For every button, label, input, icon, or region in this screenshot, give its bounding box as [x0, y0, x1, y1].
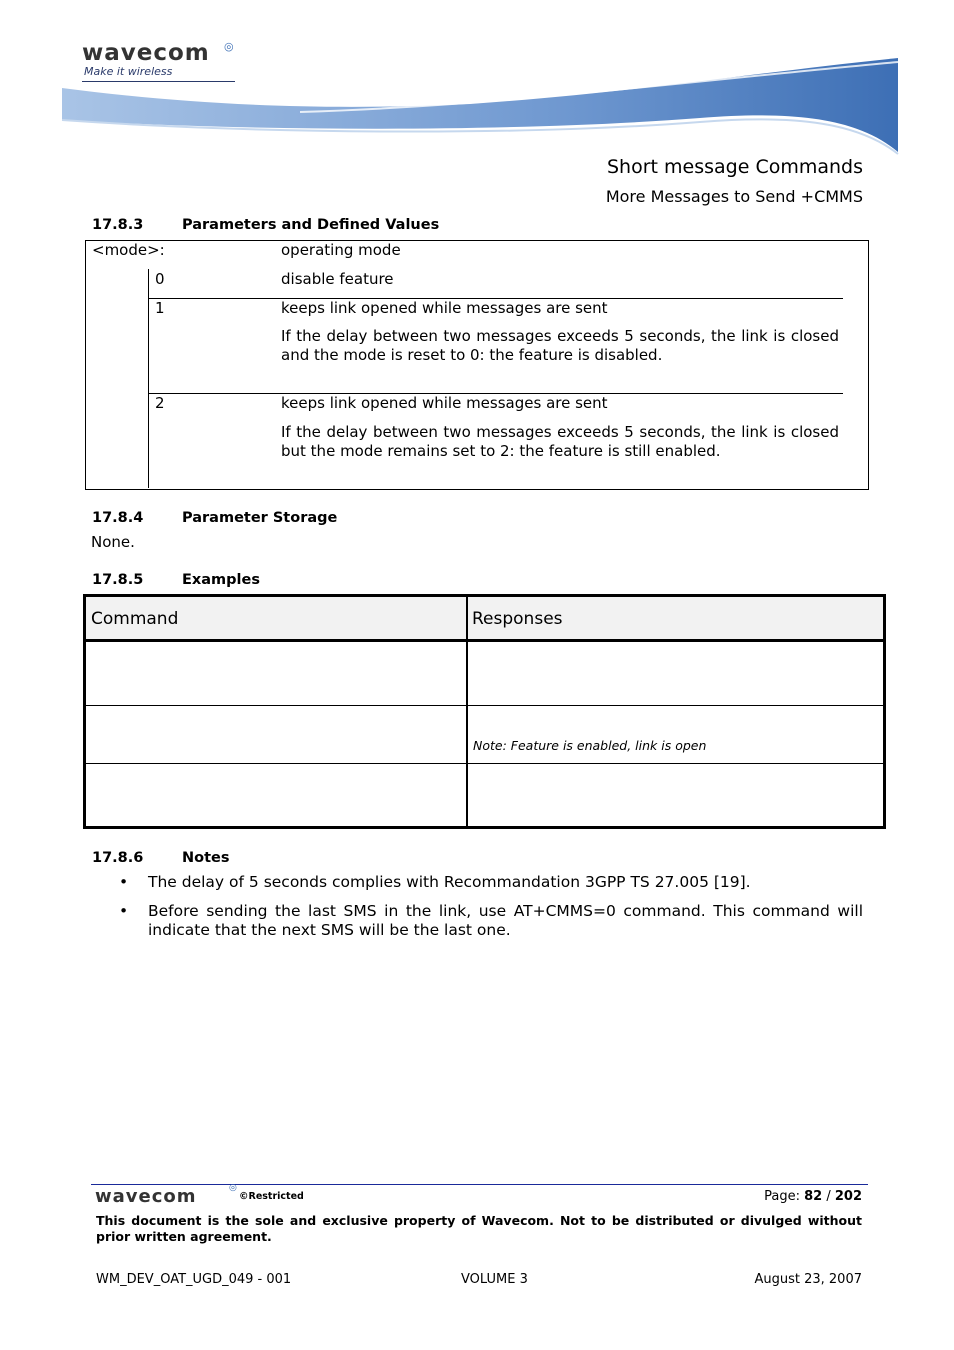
page-number: [764, 1189, 862, 1204]
page-current: 82: [804, 1189, 823, 1204]
section-number: 17.8.3: [92, 217, 144, 233]
section-number: 17.8.6: [92, 850, 144, 866]
volume-label: VOLUME 3: [461, 1272, 528, 1287]
storage-text: None.: [91, 533, 135, 551]
restricted-label: ©Restricted: [239, 1191, 304, 1202]
row-divider: [86, 705, 883, 706]
header-divider: [86, 639, 883, 642]
value-1-detail: If the delay between two messages exceeds 5 seconds, the link is closed and the mode is reset to 0: the feature is disabled.: [281, 327, 839, 364]
parameters-table: [85, 240, 869, 490]
section-title: Parameter Storage: [182, 510, 338, 526]
logo-tagline: Make it wireless: [84, 65, 173, 78]
column-header-command: Command: [91, 609, 179, 629]
page-total: 202: [834, 1189, 862, 1204]
param-desc: operating mode: [281, 241, 401, 259]
section-heading-storage: [92, 510, 337, 526]
header-wave: [0, 0, 954, 160]
page-subtitle: More Messages to Send +CMMS: [605, 187, 863, 206]
param-name: <mode>:: [92, 241, 165, 259]
note-item: Before sending the last SMS in the link, use AT+CMMS=0 command. This command will indicate that the next SMS will be the last one.: [148, 902, 863, 939]
inner-column-divider: [148, 269, 149, 488]
footer-rule: [91, 1184, 868, 1185]
document-id: WM_DEV_OAT_UGD_049 - 001: [96, 1272, 292, 1287]
page-label: Page:: [764, 1189, 800, 1204]
value-0: 0: [155, 270, 165, 288]
value-2-detail: If the delay between two messages exceeds 5 seconds, the link is closed but the mode remains set to 2: the feature is still enabled.: [281, 423, 839, 460]
note-bullet-icon: •: [119, 902, 129, 920]
section-heading-params: [92, 217, 439, 233]
value-0-desc: disable feature: [281, 270, 394, 288]
section-number: 17.8.4: [92, 510, 144, 526]
value-2-desc: keeps link opened while messages are sent: [281, 394, 608, 412]
section-title: Notes: [182, 850, 230, 866]
value-1: 1: [155, 299, 165, 317]
document-date: August 23, 2007: [754, 1272, 862, 1287]
footer-wavecom-logo: wavecom: [95, 1186, 197, 1207]
row-divider: [86, 763, 883, 764]
logo-underline: [82, 81, 235, 82]
examples-table: [83, 594, 886, 829]
section-heading-examples: [92, 572, 260, 588]
section-number: 17.8.5: [92, 572, 144, 588]
note-bullet-icon: •: [119, 873, 129, 891]
section-title: Examples: [182, 572, 260, 588]
logo-swirl-icon: ◎: [224, 40, 234, 53]
section-heading-notes: [92, 850, 230, 866]
legal-notice: This document is the sole and exclusive property of Wavecom. Not to be distributed or divulged without prior written agreement.: [96, 1213, 862, 1244]
value-2: 2: [155, 394, 165, 412]
wavecom-logo: wavecom: [82, 40, 210, 66]
page-separator: /: [822, 1189, 835, 1204]
value-1-desc: keeps link opened while messages are sent: [281, 299, 608, 317]
column-header-responses: Responses: [472, 609, 563, 629]
header: [0, 0, 954, 206]
note-item: The delay of 5 seconds complies with Recommandation 3GPP TS 27.005 [19].: [148, 873, 751, 891]
column-divider: [466, 597, 468, 826]
section-title: Parameters and Defined Values: [182, 217, 440, 233]
page-title: Short message Commands: [606, 156, 863, 178]
footer-logo-swirl-icon: ◎: [229, 1183, 237, 1193]
response-note: Note: Feature is enabled, link is open: [473, 738, 707, 753]
